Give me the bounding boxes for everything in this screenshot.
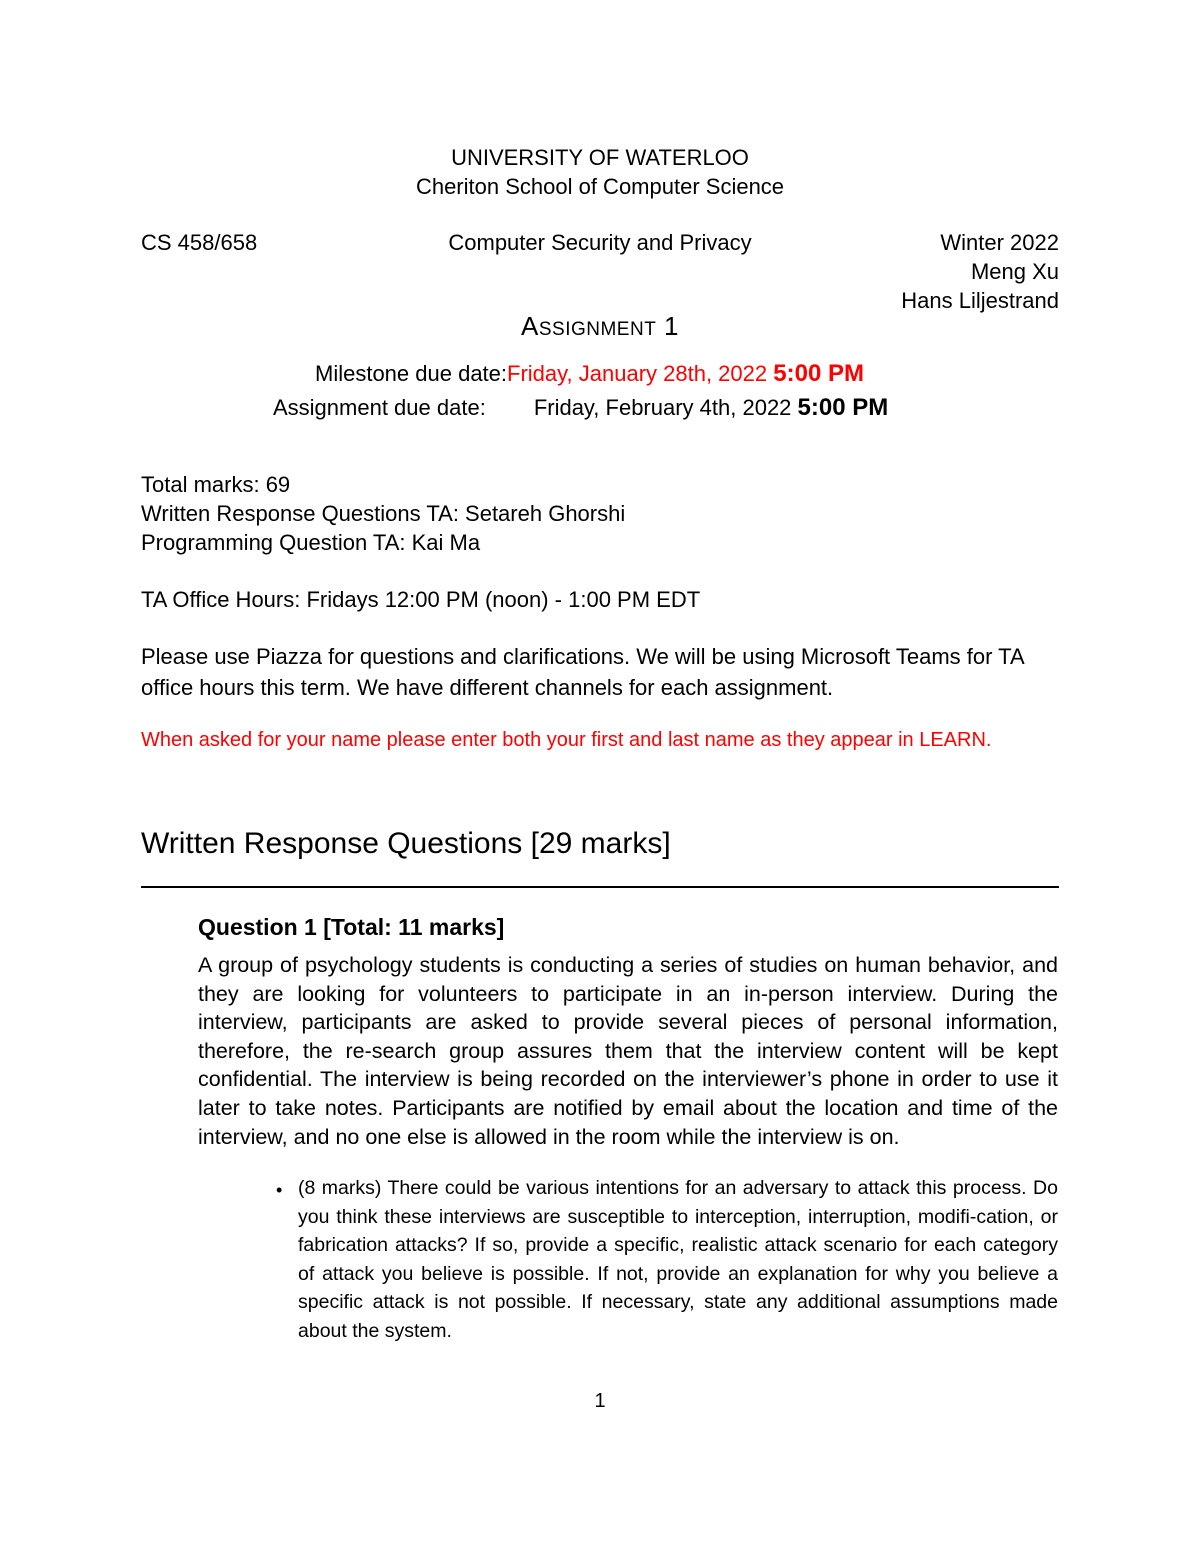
course-code: CS 458/658 xyxy=(141,230,258,255)
section-divider xyxy=(141,886,1059,888)
assignment-number: 1 xyxy=(664,311,679,341)
section-title: Written Response Questions [29 marks] xyxy=(141,827,671,860)
assignment-due-date: Friday, February 4th, 2022 xyxy=(533,395,792,420)
milestone-date: Friday, January 28th, 2022 xyxy=(507,361,768,386)
question-title: Question 1 [Total: 11 marks] xyxy=(198,914,505,940)
milestone-label: Milestone due date: xyxy=(315,361,508,386)
bullet-icon: • xyxy=(276,1180,283,1200)
instructor-name: Meng Xu xyxy=(970,259,1059,284)
question-body: A group of psychology students is conducting a series of studies on human behavior, and they are looking for volunteers to participate in an in-person interview. During the interview, participants are asked to provide several pieces of personal information, therefore, the re-search group assures them that the interview content will be kept confidential. The interview is being recorded on the interviewer’s phone in order to use it later to take notes. Participants are notified by email about the location and time of the interview, and no one else is allowed in the room while the interview is on. xyxy=(198,953,1058,1149)
name-instruction-note: When asked for your name please enter both your first and last name as they appear in LEARN. xyxy=(141,729,992,751)
course-name: Computer Security and Privacy xyxy=(448,230,752,255)
milestone-time: 5:00 PM xyxy=(773,360,864,387)
page-number: 1 xyxy=(594,1390,606,1412)
term-instructors-block xyxy=(901,228,1059,315)
term: Winter 2022 xyxy=(940,230,1059,255)
question-bullet-item: (8 marks) There could be various intentions for an adversary to attack this process. Do you think these interviews are susceptible to interception, interruption, modifi-cation, or fabrication attacks? If so, provide a specific, realistic attack scenario for each category of attack you believe is possible. If not, provide an explanation for why you believe a specific attack is not possible. If necessary, state any additional assumptions made about the system. xyxy=(298,1177,1058,1342)
school-name: Cheriton School of Computer Science xyxy=(415,174,785,199)
title-small-caps: SSIGNMENT xyxy=(538,319,657,340)
milestone-due-row xyxy=(315,359,864,389)
assignment-due-label: Assignment due date: xyxy=(273,395,486,420)
office-hours: TA Office Hours: Fridays 12:00 PM (noon) - 1:00 PM EDT xyxy=(141,587,701,612)
assignment-due-row xyxy=(273,393,888,423)
title-initial: A xyxy=(521,311,539,341)
programming-ta: Programming Question TA: Kai Ma xyxy=(141,530,481,555)
written-ta: Written Response Questions TA: Setareh Ghorshi xyxy=(141,501,626,526)
assignment-due-time: 5:00 PM xyxy=(797,394,889,421)
total-marks: Total marks: 69 xyxy=(141,472,291,497)
instructor-name: Hans Liljestrand xyxy=(901,288,1059,313)
university-name: UNIVERSITY OF WATERLOO xyxy=(451,145,749,170)
piazza-note: Please use Piazza for questions and clarifications. We will be using Microsoft Teams for TA office hours this term. We have different channels for each assignment. xyxy=(141,644,1024,700)
assignment-title xyxy=(0,309,1200,347)
info-block xyxy=(141,470,625,557)
